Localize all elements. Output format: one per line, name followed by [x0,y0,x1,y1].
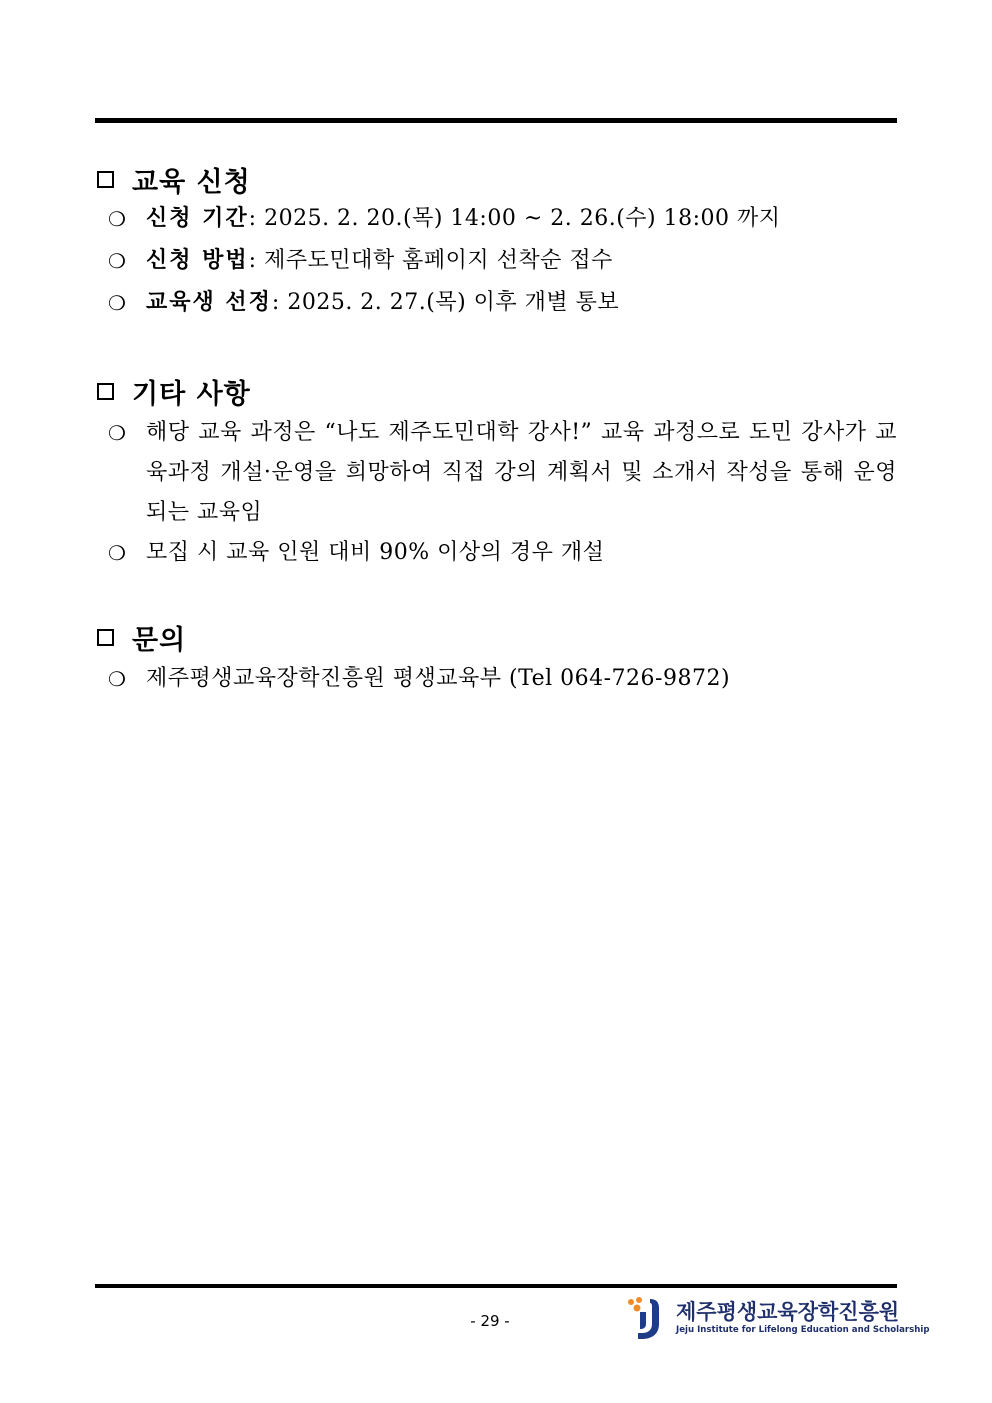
page-number: - 29 - [470,1312,510,1330]
logo-korean-name: 제주평생교육장학진흥원 [676,1300,900,1324]
checkbox-square-icon [97,171,114,188]
circle-bullet-icon: ❍ [108,421,126,445]
logo-english-name: Jeju Institute for Lifelong Education and Scholarship [676,1325,930,1335]
item-text: 모집 시 교육 인원 대비 90% 이상의 경우 개설 [146,540,605,565]
item-label: 신청 방법 [146,248,249,273]
top-rule [95,118,897,123]
checkbox-square-icon [97,383,114,400]
item-text: : 2025. 2. 27.(목) 이후 개별 통보 [271,290,620,315]
item-text: 제주평생교육장학진흥원 평생교육부 (Tel 064-726-9872) [146,666,731,691]
institute-logo-mark-icon [626,1296,668,1340]
list-item-course-description [108,413,897,533]
checkbox-square-icon [97,629,114,646]
circle-bullet-icon: ❍ [108,667,126,691]
list-item-application-method [108,241,897,281]
item-text: : 2025. 2. 20.(목) 14:00 ~ 2. 26.(수) 18:00 까지 [248,206,781,231]
circle-bullet-icon: ❍ [108,207,126,231]
section-title-text: 기타 사항 [132,379,251,410]
circle-bullet-icon: ❍ [108,249,126,273]
section-title-other [97,372,251,411]
item-label: 교육생 선정 [146,290,272,315]
bottom-rule [95,1284,897,1288]
item-text: : 제주도민대학 홈페이지 선착순 접수 [248,248,613,273]
list-item-contact [108,659,897,699]
section-title-text: 문의 [132,625,187,656]
list-item-course-opening [108,533,897,573]
section-title-inquiry [97,618,186,657]
item-text: 해당 교육 과정은 “나도 제주도민대학 강사!” 교육 과정으로 도민 강사가 교육과정 개설·운영을 희망하여 직접 강의 계획서 및 소개서 작성을 통해 운영되는 교육임 [146,420,897,525]
institute-logo [626,1296,930,1340]
section-title-text: 교육 신청 [132,167,251,198]
list-item-student-selection [108,283,897,323]
circle-bullet-icon: ❍ [108,291,126,315]
item-label: 신청 기간 [146,206,249,231]
list-item-application-period [108,199,897,239]
section-title-application [97,160,251,199]
circle-bullet-icon: ❍ [108,541,126,565]
